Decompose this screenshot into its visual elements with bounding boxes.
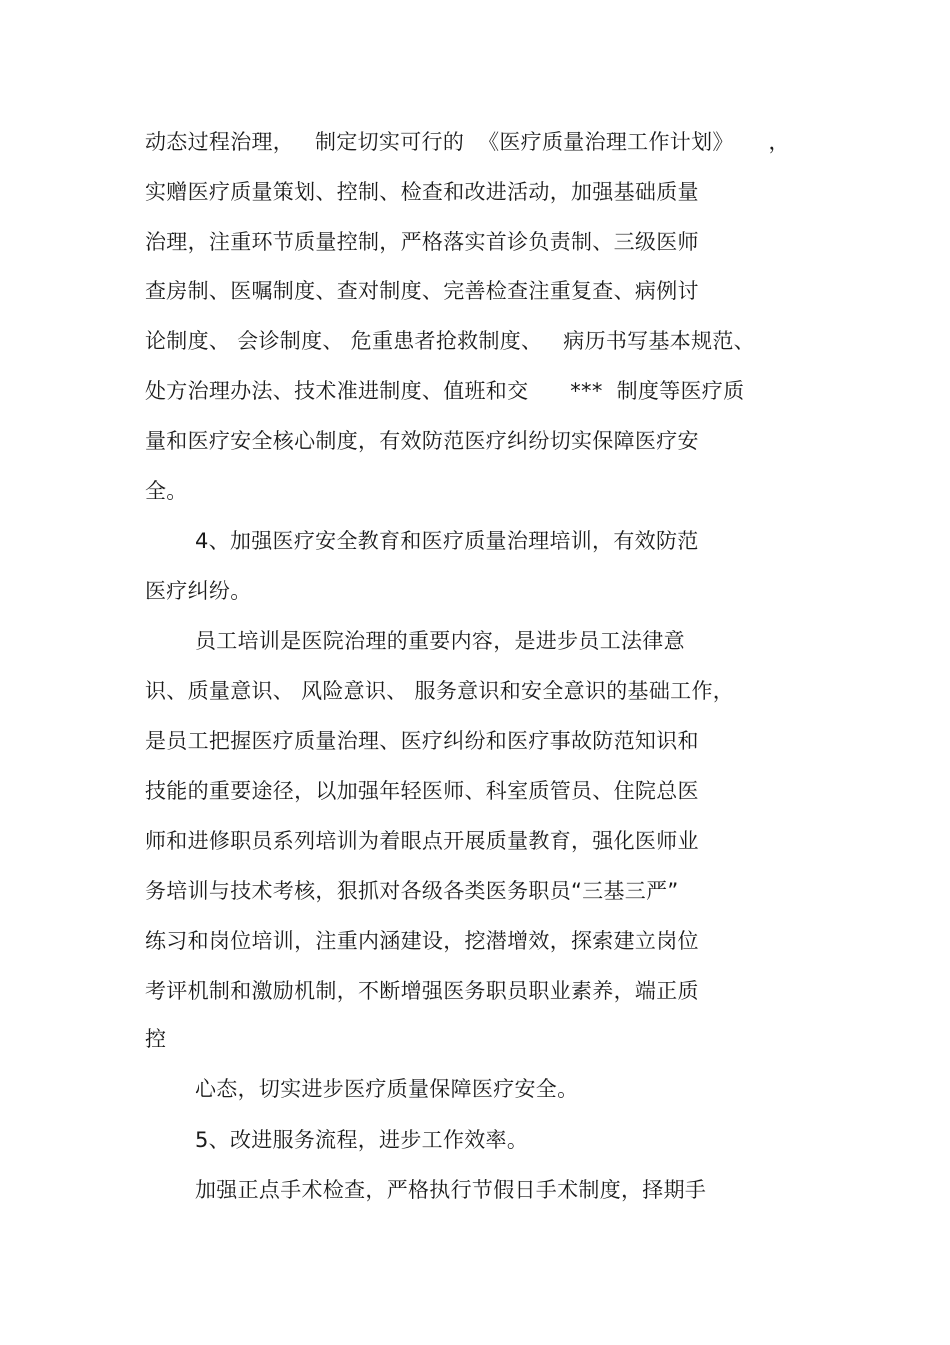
- text-line: 务培训与技术考核，狠抓对各级各类医务职员“三基三严”: [145, 879, 679, 903]
- text-line: 心态，切实进步医疗质量保障医疗安全。: [195, 1077, 579, 1101]
- text-line: 识、质量意识、 风险意识、 服务意识和安全意识的基础工作，: [145, 679, 735, 703]
- section-heading: 5、改进服务流程，进步工作效率。: [195, 1128, 529, 1152]
- text-line: 实赠医疗质量策划、控制、检查和改进活动，加强基础质量: [145, 180, 699, 204]
- text-line: 师和进修职员系列培训为着眼点开展质量教育，强化医师业: [145, 829, 699, 853]
- text-line: 治理，注重环节质量控制，严格落实首诊负责制、三级医师: [145, 230, 699, 254]
- text-line: 考评机制和激励机制，不断增强医务职员职业素养，端正质: [145, 979, 699, 1003]
- section-heading: 4、加强医疗安全教育和医疗质量治理培训，有效防范: [195, 529, 699, 553]
- text-line: 是员工把握医疗质量治理、医疗纠纷和医疗事故防范知识和: [145, 729, 699, 753]
- text-line: 医疗纠纷。: [145, 579, 252, 603]
- text-line: 论制度、 会诊制度、 危重患者抢救制度、 病历书写基本规范、: [145, 329, 755, 353]
- paragraph-start: 员工培训是医院治理的重要内容，是进步员工法律意: [195, 629, 685, 653]
- text-line: 量和医疗安全核心制度，有效防范医疗纠纷切实保障医疗安: [145, 429, 699, 453]
- text-line: 查房制、医嘱制度、查对制度、完善检查注重复查、病例讨: [145, 279, 699, 303]
- text-line: 动态过程治理， 制定切实可行的 《医疗质量治理工作计划》 ，: [145, 130, 790, 154]
- text-line: 全。: [145, 479, 188, 503]
- text-line: 技能的重要途径，以加强年轻医师、科室质管员、住院总医: [145, 779, 699, 803]
- text-line: 处方治理办法、技术准进制度、值班和交 *** 制度等医疗质: [145, 379, 745, 403]
- text-line: 练习和岗位培训，注重内涵建设，挖潜增效，探索建立岗位: [145, 929, 699, 953]
- paragraph-start: 加强正点手术检查，严格执行节假日手术制度，择期手: [195, 1178, 707, 1202]
- text-line: 控: [145, 1027, 167, 1051]
